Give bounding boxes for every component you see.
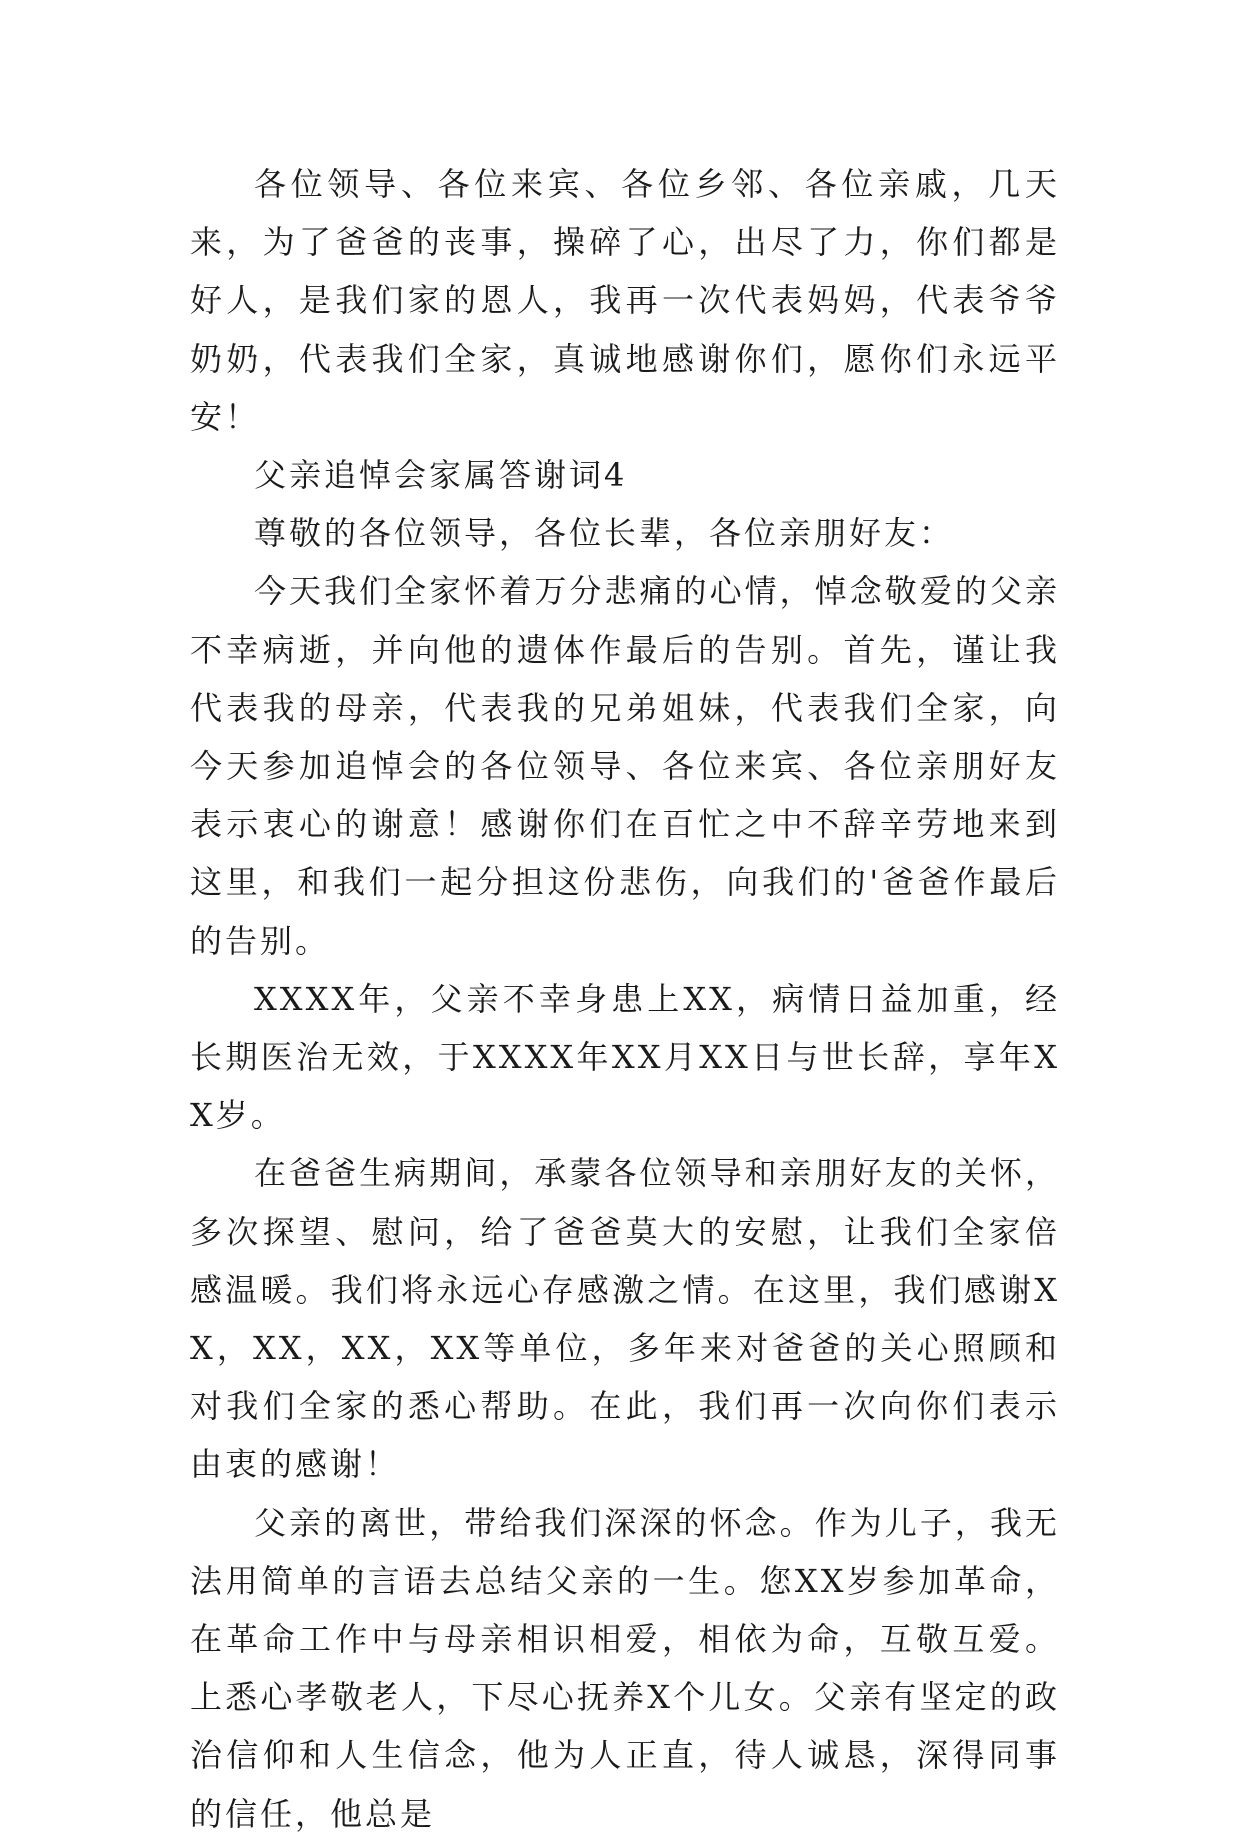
paragraph-illness: XXXX年，父亲不幸身患上XX，病情日益加重，经长期医治无效，于XXXX年XX月XX日与世长辞，享年XX岁。 <box>190 979 1060 1135</box>
paragraph-remembrance: 父亲的离世，带给我们深深的怀念。作为儿子，我无法用简单的言语去总结父亲的一生。您XX岁参加革命，在革命工作中与母亲相识相爱，相依为命，互敬互爱。上悉心孝敬老人，下尽心抚养X个儿女。父亲有坚定的政治信仰和人生信念，他为人正直，待人诚恳，深得同事的信任，他总是 <box>190 1503 1060 1833</box>
paragraph-gratitude: 在爸爸生病期间，承蒙各位领导和亲朋好友的关怀，多次探望、慰问，给了爸爸莫大的安慰，让我们全家倍感温暖。我们将永远心存感激之情。在这里，我们感谢XX，XX，XX，XX等单位，多年来对爸爸的关心照顾和对我们全家的悉心帮助。在此，我们再一次向你们表示由衷的感谢！ <box>190 1154 1060 1484</box>
document-body <box>190 155 1060 1843</box>
paragraph-thanks-guests: 各位领导、各位来宾、各位乡邻、各位亲戚，几天来，为了爸爸的丧事，操碎了心，出尽了力，你们都是好人，是我们家的恩人，我再一次代表妈妈，代表爷爷奶奶，代表我们全家，真诚地感谢你们，愿你们永远平安！ <box>190 165 1060 436</box>
salutation: 尊敬的各位领导，各位长辈，各位亲朋好友： <box>254 514 955 553</box>
paragraph-opening: 今天我们全家怀着万分悲痛的心情，悼念敬爱的父亲不幸病逝，并向他的遗体作最后的告别。首先，谨让我代表我的母亲，代表我的兄弟姐妹，代表我们全家，向今天参加追悼会的各位领导、各位来宾、各位亲朋好友表示衷心的谢意！感谢你们在百忙之中不辞辛劳地来到这里，和我们一起分担这份悲伤，向我们的'爸爸作最后的告别。 <box>190 572 1060 960</box>
section-heading: 父亲追悼会家属答谢词4 <box>254 456 628 495</box>
